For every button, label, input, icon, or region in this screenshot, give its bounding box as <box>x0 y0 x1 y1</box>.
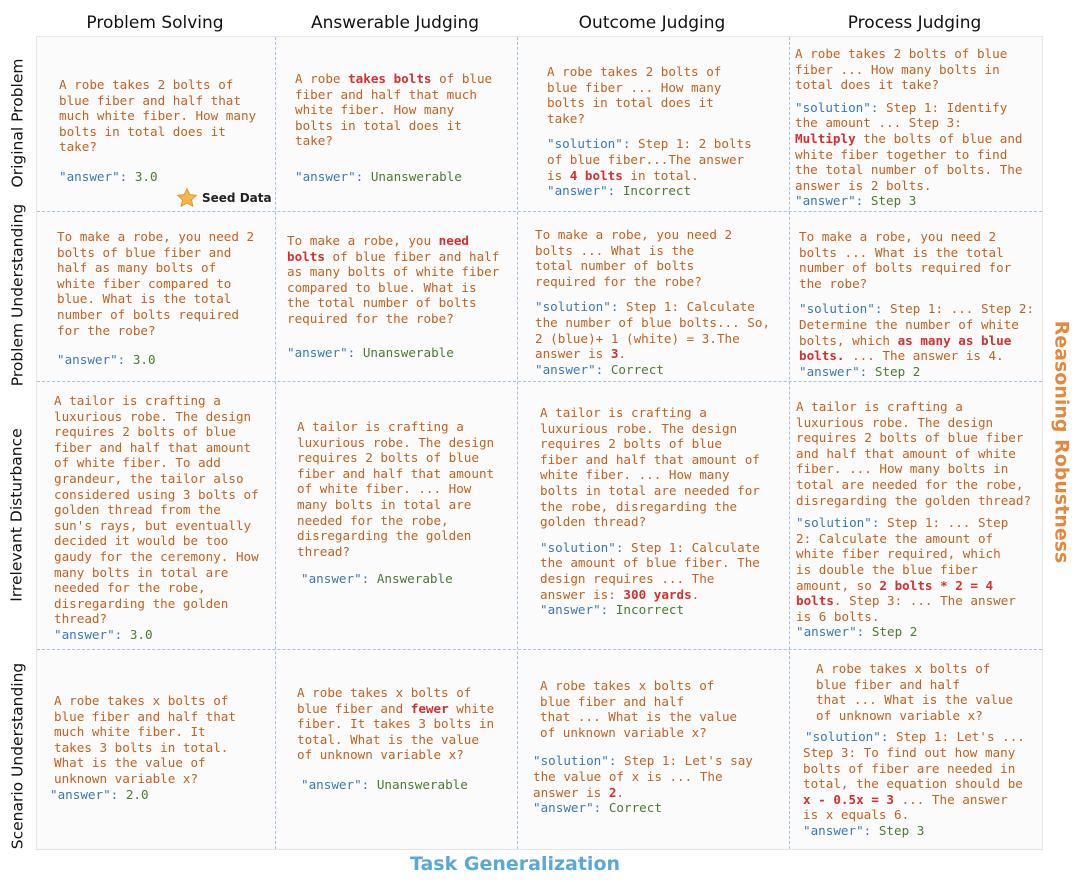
answer-value: Answerable <box>376 571 453 587</box>
problem-text: luxurious robe. The design <box>54 408 252 424</box>
solution-text: total, the equation should be <box>803 776 1023 792</box>
column-header-answerable-judging: Answerable Judging <box>310 13 480 33</box>
problem-text: needed for the robe, <box>54 580 206 596</box>
problem-text: sun's rays, but eventually <box>54 517 252 533</box>
row-header-label: Original Problem <box>8 58 27 188</box>
solution-text: Step 1: ... Step 2: <box>882 301 1035 317</box>
answer-key: "answer": <box>799 363 868 379</box>
cell-understanding-answerable-judging <box>287 233 515 363</box>
answer-key: "answer": <box>59 168 128 184</box>
problem-text: unknown variable x? <box>54 770 199 786</box>
problem-text: thread? <box>54 611 108 627</box>
solution-text: Step 1: Calculate <box>618 299 755 315</box>
problem-text: To make a robe, you need 2 <box>799 229 997 244</box>
problem-text: gaudy for the ceremony. How <box>54 548 259 564</box>
problem-text: that ... What is the value <box>540 709 738 725</box>
cell-disturbance-process-judging <box>796 399 1041 649</box>
problem-text <box>295 71 513 87</box>
problem-text: of white fiber. ... How <box>297 481 472 497</box>
row-header-original-problem <box>0 36 34 210</box>
solution-line <box>547 136 785 152</box>
solution-text <box>796 593 1041 609</box>
answer-key: "answer": <box>535 361 604 377</box>
cell-disturbance-answerable-judging <box>297 419 515 589</box>
text-fragment: is <box>547 167 570 183</box>
text-fragment: of blue fiber and half <box>324 248 500 264</box>
star-icon <box>176 187 198 209</box>
cell-scenario-problem-solving <box>50 693 273 813</box>
highlight-text: Multiply <box>795 130 856 146</box>
solution-text: design requires ... The <box>540 570 715 586</box>
answer-key: "answer": <box>287 344 356 360</box>
problem-text: blue. What is the total <box>57 291 232 307</box>
column-header-problem-solving: Problem Solving <box>86 13 224 33</box>
problem-text: half as many bolts of <box>57 260 217 276</box>
solution-key: "solution": <box>796 515 880 531</box>
text-fragment: . <box>691 586 700 602</box>
text-fragment: answer is <box>535 346 611 362</box>
problem-text: of unknown variable x? <box>540 724 707 740</box>
problem-text: the robe? <box>799 275 868 291</box>
column-divider <box>275 37 276 849</box>
problem-text: take? <box>59 139 97 155</box>
example-grid <box>36 36 1043 850</box>
problem-text: bolts in total does it <box>295 117 462 133</box>
answer-key: "answer": <box>533 800 602 816</box>
row-header-label: Scenario Understanding <box>8 662 27 850</box>
solution-text: answer is 2 bolts. <box>795 177 932 193</box>
answer-line <box>54 627 273 643</box>
text-fragment: in total. <box>622 167 699 183</box>
solution-key: "solution": <box>805 729 889 745</box>
solution-text: 2: Calculate the amount of <box>796 530 994 546</box>
problem-text: golden thread from the <box>54 502 221 518</box>
problem-text: white fiber. ... How many <box>540 467 730 483</box>
row-divider <box>37 211 1042 212</box>
cell-scenario-process-judging <box>805 661 1041 841</box>
problem-text: as many bolts of white fiber <box>287 264 500 280</box>
task-generalization-label: Task Generalization <box>409 853 621 875</box>
solution-line <box>535 299 785 315</box>
solution-text: is x equals 6. <box>803 807 910 823</box>
solution-text: is double the blue fiber <box>796 561 978 577</box>
answer-line <box>57 352 273 368</box>
problem-text: grandeur, the tailor also <box>54 470 244 486</box>
answer-key: "answer": <box>301 571 370 587</box>
highlight-text: bolts <box>796 593 834 609</box>
problem-text: thread? <box>297 543 351 559</box>
answer-key: "answer": <box>295 168 364 184</box>
row-header-label: Irrelevant Disturbance <box>8 428 26 602</box>
problem-text: fiber and half that amount <box>54 439 252 455</box>
highlight-text: takes bolts <box>348 71 432 86</box>
answer-key: "answer": <box>547 183 616 199</box>
problem-text: takes 3 bolts in total. <box>54 739 229 755</box>
answer-key: "answer": <box>803 822 872 838</box>
text-fragment: answer is <box>533 784 609 800</box>
problem-text: total. What is the value <box>297 731 479 747</box>
highlight-text: 300 yards <box>623 586 692 602</box>
solution-text <box>547 168 785 184</box>
problem-text: many bolts in total are <box>54 564 229 580</box>
problem-text: luxurious robe. The design <box>796 414 994 430</box>
solution-text: Step 1: 2 bolts <box>630 136 752 152</box>
solution-text <box>803 792 1041 808</box>
problem-text <box>287 233 515 249</box>
solution-line <box>795 100 1041 116</box>
solution-text: Step 1: Let's ... <box>888 729 1025 745</box>
text-fragment: the bolts of blue and <box>855 130 1023 146</box>
answer-value: Incorrect <box>615 602 685 618</box>
highlight-text: fewer <box>410 700 449 716</box>
reasoning-robustness-axis <box>1043 36 1079 848</box>
answer-key: "answer": <box>57 352 126 368</box>
problem-text: requires 2 bolts of blue <box>540 436 722 452</box>
problem-text: A robe takes x bolts of <box>816 661 991 676</box>
answer-value: Step 3 <box>870 193 917 209</box>
answer-value: Step 2 <box>874 363 921 379</box>
problem-text: the total number of bolts <box>287 295 477 311</box>
answer-value: Step 2 <box>871 624 918 640</box>
problem-text: fiber ... How many bolts in <box>795 61 1000 77</box>
problem-text: blue fiber ... How many <box>547 79 722 95</box>
row-divider <box>37 381 1042 382</box>
problem-text: A tailor is crafting a <box>297 419 464 434</box>
problem-text: white fiber. How many <box>295 102 455 118</box>
solution-text: Step 1: Calculate <box>623 539 760 555</box>
text-fragment: white <box>448 700 495 716</box>
problem-text: that ... What is the value <box>816 692 1014 708</box>
cell-scenario-answerable-judging <box>297 685 515 805</box>
solution-text: of blue fiber...The answer <box>547 151 745 167</box>
cell-original-problem-solving <box>59 77 273 187</box>
solution-line <box>805 729 1041 745</box>
problem-text: required for the robe? <box>287 310 454 326</box>
problem-text: A robe takes 2 bolts of blue <box>795 46 1008 61</box>
solution-text <box>799 333 1041 349</box>
problem-text: take? <box>547 110 585 126</box>
cell-original-process-judging <box>795 46 1041 210</box>
solution-text: the value of x is ... The <box>533 768 723 784</box>
column-divider <box>789 37 790 849</box>
solution-text <box>535 346 785 362</box>
answer-line <box>803 823 1041 839</box>
answer-value: Unanswerable <box>362 344 454 360</box>
answer-value: Correct <box>610 361 664 377</box>
answer-line <box>547 183 785 199</box>
solution-text: Determine the number of white <box>799 316 1019 332</box>
text-fragment: . <box>618 346 627 362</box>
problem-text: of unknown variable x? <box>816 707 983 723</box>
answer-line <box>297 777 515 793</box>
problem-text: disregarding the golden <box>297 528 472 544</box>
solution-text <box>540 587 785 603</box>
text-fragment: ... The answer is 4. <box>844 348 1004 364</box>
solution-line <box>796 515 1041 531</box>
highlight-text: bolts. <box>799 348 845 364</box>
solution-text: Step 1: ... Step <box>879 515 1009 531</box>
solution-text: the total number of bolts. The <box>795 162 1023 178</box>
answer-line <box>50 787 273 803</box>
problem-text: many bolts in total are <box>297 496 472 512</box>
text-fragment: To make a robe, you <box>287 233 439 248</box>
problem-text: A tailor is crafting a <box>796 399 963 414</box>
solution-text: the amount of blue fiber. The <box>540 555 760 571</box>
problem-text: needed for the robe, <box>297 512 449 528</box>
solution-line <box>799 301 1041 317</box>
answer-value: 3.0 <box>132 352 156 368</box>
problem-text: take? <box>295 133 333 149</box>
highlight-text: 3 <box>610 346 619 362</box>
problem-text: A robe takes x bolts of <box>54 693 229 708</box>
solution-line <box>533 753 785 769</box>
solution-key: "solution": <box>533 753 617 769</box>
problem-text: blue fiber and half that <box>59 92 241 108</box>
cell-original-answerable-judging <box>295 71 513 191</box>
highlight-text: 4 bolts <box>569 167 623 183</box>
problem-text: To make a robe, you need 2 <box>535 227 733 242</box>
seed-data-label: Seed Data <box>202 191 272 205</box>
reasoning-robustness-label: Reasoning Robustness <box>1050 320 1072 564</box>
problem-text: golden thread? <box>540 514 647 530</box>
text-fragment: ... The answer <box>894 791 1008 807</box>
problem-text: bolts of blue fiber and <box>57 244 232 260</box>
row-header-irrelevant-disturbance <box>0 380 34 650</box>
cell-scenario-outcome-judging <box>533 678 785 838</box>
text-fragment: amount, so <box>796 577 880 593</box>
problem-text: bolts in total does it <box>59 123 226 139</box>
answer-line <box>540 602 785 618</box>
cell-understanding-outcome-judging <box>535 227 785 377</box>
problem-text: number of bolts required <box>57 306 239 322</box>
answer-line <box>287 345 515 361</box>
solution-text <box>796 578 1041 594</box>
problem-text: A robe takes x bolts of <box>540 678 715 693</box>
column-divider <box>517 37 518 849</box>
answer-key: "answer": <box>796 624 865 640</box>
problem-text: for the robe? <box>57 322 156 338</box>
cell-understanding-process-judging <box>799 229 1041 379</box>
solution-text: 2 (blue)+ 1 (white) = 3.The <box>535 330 740 346</box>
highlight-text: x - 0.5x = 3 <box>803 791 894 807</box>
answer-line <box>297 571 515 587</box>
answer-value: 3.0 <box>134 168 158 184</box>
problem-text: To make a robe, you need 2 <box>57 229 255 244</box>
solution-key: "solution": <box>795 99 879 115</box>
solution-key: "solution": <box>547 136 631 152</box>
answer-line <box>295 169 513 185</box>
column-header-outcome-judging: Outcome Judging <box>578 13 726 33</box>
problem-text: requires 2 bolts of blue <box>54 424 236 440</box>
text-fragment: bolts, which <box>799 332 898 348</box>
cell-original-outcome-judging <box>547 64 785 204</box>
answer-key: "answer": <box>540 602 609 618</box>
answer-value: Unanswerable <box>376 776 468 792</box>
answer-value: 2.0 <box>125 786 149 802</box>
problem-text: A robe takes 2 bolts of <box>59 77 234 92</box>
answer-line <box>795 193 1041 209</box>
problem-text: fiber and half that amount of <box>540 451 760 467</box>
problem-text: white fiber compared to <box>57 275 232 291</box>
problem-text: decided it would be too <box>54 533 229 549</box>
cell-understanding-problem-solving <box>57 229 273 369</box>
solution-text: the amount ... Step 3: <box>795 115 962 131</box>
problem-text: blue fiber and half that <box>54 708 236 724</box>
cell-disturbance-problem-solving <box>54 393 273 645</box>
answer-line <box>535 362 785 378</box>
text-fragment: . <box>616 784 625 800</box>
problem-text: compared to blue. What is <box>287 279 477 295</box>
problem-text: blue fiber and half <box>816 676 961 692</box>
solution-key: "solution": <box>799 301 883 317</box>
problem-text: luxurious robe. The design <box>540 420 738 436</box>
problem-text: of white fiber. To add <box>54 455 221 471</box>
answer-line <box>796 624 1041 640</box>
problem-text: number of bolts required for <box>799 260 1012 276</box>
problem-text: bolts ... What is the total <box>799 244 1004 260</box>
answer-value: Incorrect <box>622 183 692 199</box>
problem-text: What is the value of <box>54 755 206 771</box>
solution-key: "solution": <box>540 539 624 555</box>
row-header-label: Problem Understanding <box>8 203 26 387</box>
problem-text: bolts in total does it <box>547 95 714 111</box>
problem-text: bolts in total are needed for <box>540 482 760 498</box>
problem-text: bolts ... What is the <box>535 242 695 258</box>
text-fragment: . Step 3: ... The answer <box>833 593 1016 609</box>
problem-text: A tailor is crafting a <box>54 393 221 408</box>
solution-line <box>540 540 785 556</box>
problem-text: of unknown variable x? <box>297 747 464 763</box>
highlight-text: as many as blue <box>897 332 1012 348</box>
highlight-text: 2 <box>608 784 617 800</box>
solution-text: white fiber together to find <box>795 146 1008 162</box>
solution-text: is 6 bolts. <box>796 608 880 624</box>
text-fragment: blue fiber and <box>297 700 411 716</box>
problem-text <box>287 249 515 265</box>
problem-text: A robe takes 2 bolts of <box>547 64 722 79</box>
highlight-text: bolts <box>287 248 325 264</box>
problem-text: A robe takes x bolts of <box>297 685 472 700</box>
solution-text: white fiber required, which <box>796 546 1001 562</box>
problem-text: fiber and half that much <box>295 86 477 102</box>
answer-line <box>799 364 1041 380</box>
problem-text: total number of bolts <box>535 258 695 274</box>
solution-key: "solution": <box>535 299 619 315</box>
problem-text: total does it take? <box>795 77 940 93</box>
problem-text: fiber. It takes 3 bolts in <box>297 716 495 732</box>
answer-value: 3.0 <box>129 626 153 642</box>
problem-text: the robe, disregarding the <box>540 498 738 514</box>
solution-text: bolts of fiber are needed in <box>803 760 1016 776</box>
problem-text: fiber and half that amount <box>297 465 495 481</box>
problem-text <box>297 701 515 717</box>
problem-text: much white fiber. How many <box>59 108 257 124</box>
problem-text: luxurious robe. The design <box>297 434 495 450</box>
solution-text <box>795 131 1041 147</box>
solution-text <box>799 348 1041 364</box>
column-header-process-judging: Process Judging <box>847 13 982 33</box>
problem-text: required for the robe? <box>535 273 702 289</box>
problem-text: total are needed for the robe, <box>796 476 1024 492</box>
problem-text: disregarding the golden <box>54 595 229 611</box>
problem-text: blue fiber and half <box>540 693 685 709</box>
answer-line <box>59 169 273 185</box>
seed-data-marker <box>176 187 272 209</box>
problem-text: much white fiber. It <box>54 724 206 740</box>
highlight-text: need <box>438 233 469 248</box>
solution-text: Step 3: To find out how many <box>803 744 1016 760</box>
cell-disturbance-outcome-judging <box>540 405 785 618</box>
answer-key: "answer": <box>795 193 864 209</box>
text-fragment: of blue <box>431 71 493 86</box>
answer-value: Correct <box>608 800 662 816</box>
answer-key: "answer": <box>54 626 123 642</box>
solution-text: Step 1: Let's say <box>616 753 753 769</box>
text-fragment: A robe <box>295 71 349 86</box>
row-header-problem-understanding <box>0 203 34 387</box>
answer-key: "answer": <box>50 786 119 802</box>
problem-text: requires 2 bolts of blue <box>297 450 479 466</box>
problem-text: and half that amount of white <box>796 445 1016 461</box>
answer-key: "answer": <box>301 776 370 792</box>
highlight-text: 2 bolts * 2 = 4 <box>879 577 994 593</box>
row-header-scenario-understanding <box>0 650 34 862</box>
answer-value: Step 3 <box>878 822 925 838</box>
problem-text: requires 2 bolts of blue fiber <box>796 430 1024 446</box>
solution-text: the number of blue bolts... So, <box>535 314 771 330</box>
text-fragment: answer is: <box>540 586 624 602</box>
problem-text: fiber. ... How many bolts in <box>796 461 1009 477</box>
answer-line <box>533 800 785 816</box>
answer-value: Unanswerable <box>370 168 462 184</box>
solution-text: Step 1: Identify <box>878 99 1008 115</box>
problem-text: A tailor is crafting a <box>540 405 707 420</box>
problem-text: considered using 3 bolts of <box>54 486 259 502</box>
solution-text <box>533 785 785 801</box>
row-divider <box>37 649 1042 650</box>
problem-text: disregarding the golden thread? <box>796 492 1032 508</box>
